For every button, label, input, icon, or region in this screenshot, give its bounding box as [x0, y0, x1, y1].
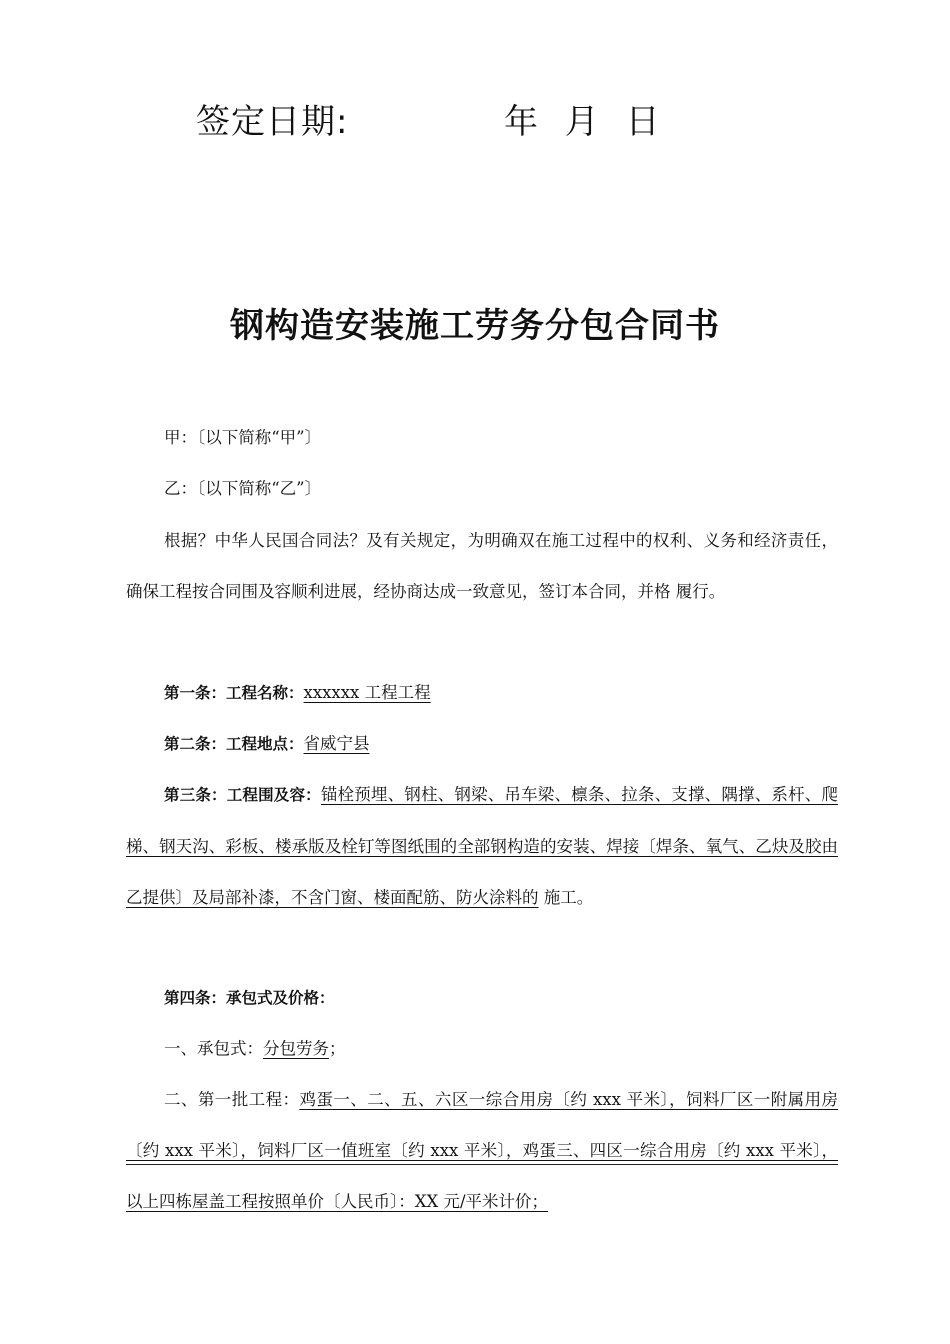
item-1-suffix: ；	[329, 1039, 346, 1058]
article-4-item-1	[126, 1023, 838, 1074]
party-a-line: 甲：〔以下简称“甲”〕	[164, 428, 322, 447]
article-3	[126, 769, 838, 923]
article-1-value: xxxxxx 工程工程	[303, 683, 431, 702]
article-2-value: 省威宁县	[303, 734, 370, 753]
article-1-label: 第一条：工程名称：	[164, 684, 304, 702]
sign-date-ymd: 年 月 日	[504, 102, 661, 142]
article-3-value: 锚栓预埋、钢柱、钢梁、吊车梁、檩条、拉条、支撑、隅撑、系杆、爬梯、钢天沟、彩板、楼承版及栓钉等图纸围的全部钢构造的安装、焊接〔焊条、氧气、乙炔及胶由乙提供〕及局部补漆，不含门窗、楼面配筋、防火涂料的	[126, 785, 838, 907]
party-b-line: 乙：〔以下简称“乙”〕	[164, 479, 322, 498]
underline-rule	[126, 1164, 838, 1165]
document-title: 钢构造安装施工劳务分包合同书	[230, 306, 720, 346]
article-2	[126, 718, 838, 770]
article-3-tail: 施工。	[538, 888, 594, 907]
preamble-paragraph: 根据？中华人民国合同法？及有关规定，为明确双在施工过程中的权利、义务和经济责任，确保工程按合同围及容顺利进展，经协商达成一致意见，签订本合同，并格 履行。	[126, 531, 838, 601]
article-1	[126, 667, 838, 719]
sign-date-line	[196, 94, 661, 143]
article-4-heading	[126, 972, 838, 1024]
sign-date-label: 签定日期:	[196, 102, 349, 142]
item-1-prefix: 一、承包式：	[164, 1039, 263, 1058]
article-4-item-2	[126, 1074, 838, 1227]
item-1-value: 分包劳务	[263, 1039, 329, 1058]
item-2-prefix: 二、第一批工程：	[164, 1090, 300, 1109]
article-2-label: 第二条：工程地点：	[164, 735, 304, 753]
article-4-label: 第四条：承包式及价格：	[164, 989, 335, 1007]
article-3-label: 第三条：工程围及容：	[164, 786, 321, 804]
item-2-value: 鸡蛋一、二、五、六区一综合用房〔约 xxx 平米〕，饲料厂区一附属用房〔约 xxx 平米〕，饲料厂区一值班室〔约 xxx 平米〕，鸡蛋三、四区一综合用房〔约 xxx 平米〕，以上四栋屋盖工程按照单价〔人民币〕：XX 元/平米计价；	[126, 1090, 839, 1211]
